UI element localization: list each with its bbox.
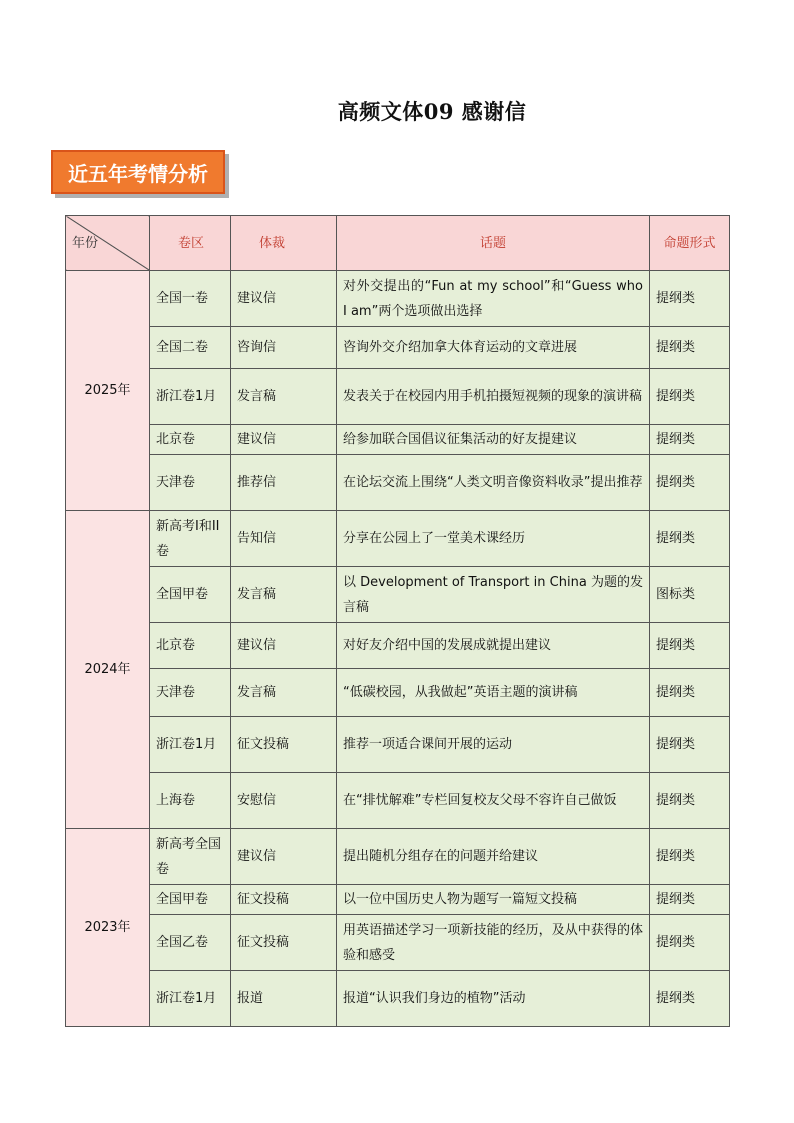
genre-cell: 建议信 [231, 271, 337, 327]
genre-cell: 建议信 [231, 623, 337, 669]
topic-cell: 推荐一项适合课间开展的运动 [337, 717, 650, 773]
table-row [66, 511, 730, 567]
region-cell: 北京卷 [150, 425, 231, 455]
topic-cell: 发表关于在校园内用手机拍摄短视频的现象的演讲稿 [337, 369, 650, 425]
table-row [66, 455, 730, 511]
format-cell: 提纲类 [650, 915, 730, 971]
region-cell: 全国乙卷 [150, 915, 231, 971]
year-cell: 2023年 [66, 829, 150, 1027]
header-genre: 体裁 [231, 216, 337, 271]
genre-cell: 征文投稿 [231, 915, 337, 971]
format-cell: 提纲类 [650, 773, 730, 829]
format-cell: 提纲类 [650, 669, 730, 717]
header-format: 命题形式 [650, 216, 730, 271]
region-cell: 天津卷 [150, 669, 231, 717]
section-label: 近五年考情分析 [51, 150, 225, 194]
genre-cell: 发言稿 [231, 369, 337, 425]
format-cell: 提纲类 [650, 327, 730, 369]
region-cell: 北京卷 [150, 623, 231, 669]
format-cell: 提纲类 [650, 271, 730, 327]
region-cell: 浙江卷1月 [150, 717, 231, 773]
table-row [66, 567, 730, 623]
region-cell: 浙江卷1月 [150, 369, 231, 425]
table-row [66, 327, 730, 369]
table-row [66, 369, 730, 425]
format-cell: 提纲类 [650, 971, 730, 1027]
region-cell: 新高考I和II卷 [150, 511, 231, 567]
table-row [66, 271, 730, 327]
topic-cell: 咨询外交介绍加拿大体育运动的文章进展 [337, 327, 650, 369]
genre-cell: 告知信 [231, 511, 337, 567]
topic-cell: 提出随机分组存在的问题并给建议 [337, 829, 650, 885]
topic-cell: “低碳校园，从我做起”英语主题的演讲稿 [337, 669, 650, 717]
format-cell: 提纲类 [650, 369, 730, 425]
topic-cell: 对好友介绍中国的发展成就提出建议 [337, 623, 650, 669]
format-cell: 提纲类 [650, 511, 730, 567]
format-cell: 提纲类 [650, 829, 730, 885]
format-cell: 图标类 [650, 567, 730, 623]
region-cell: 新高考全国卷 [150, 829, 231, 885]
genre-cell: 征文投稿 [231, 885, 337, 915]
region-cell: 全国甲卷 [150, 567, 231, 623]
table-row [66, 885, 730, 915]
genre-cell: 发言稿 [231, 669, 337, 717]
genre-cell: 推荐信 [231, 455, 337, 511]
region-cell: 浙江卷1月 [150, 971, 231, 1027]
format-cell: 提纲类 [650, 455, 730, 511]
genre-cell: 建议信 [231, 829, 337, 885]
table-row [66, 915, 730, 971]
region-cell: 全国二卷 [150, 327, 231, 369]
format-cell: 提纲类 [650, 623, 730, 669]
topic-cell: 分享在公园上了一堂美术课经历 [337, 511, 650, 567]
topic-cell: 以一位中国历史人物为题写一篇短文投稿 [337, 885, 650, 915]
genre-cell: 征文投稿 [231, 717, 337, 773]
format-cell: 提纲类 [650, 717, 730, 773]
exam-table [65, 215, 730, 1027]
table-row [66, 971, 730, 1027]
region-cell: 全国甲卷 [150, 885, 231, 915]
topic-cell: 报道“认识我们身边的植物”活动 [337, 971, 650, 1027]
topic-cell: 用英语描述学习一项新技能的经历，及从中获得的体验和感受 [337, 915, 650, 971]
topic-cell: 给参加联合国倡议征集活动的好友提建议 [337, 425, 650, 455]
header-region: 卷区 [150, 216, 231, 271]
year-cell: 2025年 [66, 271, 150, 511]
header-topic: 话题 [337, 216, 650, 271]
region-cell: 上海卷 [150, 773, 231, 829]
region-cell: 天津卷 [150, 455, 231, 511]
region-cell: 全国一卷 [150, 271, 231, 327]
topic-cell: 以 Development of Transport in China 为题的发言稿 [337, 567, 650, 623]
topic-cell: 在“排忧解难”专栏回复校友父母不容许自己做饭 [337, 773, 650, 829]
table-row [66, 773, 730, 829]
genre-cell: 建议信 [231, 425, 337, 455]
table-row [66, 717, 730, 773]
genre-cell: 咨询信 [231, 327, 337, 369]
table-row [66, 669, 730, 717]
table-header-row [66, 216, 730, 271]
header-year: 年份 [66, 216, 150, 271]
topic-cell: 对外交提出的“Fun at my school”和“Guess who I am”两个选项做出选择 [337, 271, 650, 327]
table-row [66, 425, 730, 455]
table-row [66, 623, 730, 669]
format-cell: 提纲类 [650, 425, 730, 455]
format-cell: 提纲类 [650, 885, 730, 915]
table-row [66, 829, 730, 885]
page-title: 高频文体09 感谢信 [337, 99, 527, 124]
year-cell: 2024年 [66, 511, 150, 829]
genre-cell: 安慰信 [231, 773, 337, 829]
topic-cell: 在论坛交流上围绕“人类文明音像资料收录”提出推荐 [337, 455, 650, 511]
table-body [66, 271, 730, 1027]
genre-cell: 报道 [231, 971, 337, 1027]
genre-cell: 发言稿 [231, 567, 337, 623]
